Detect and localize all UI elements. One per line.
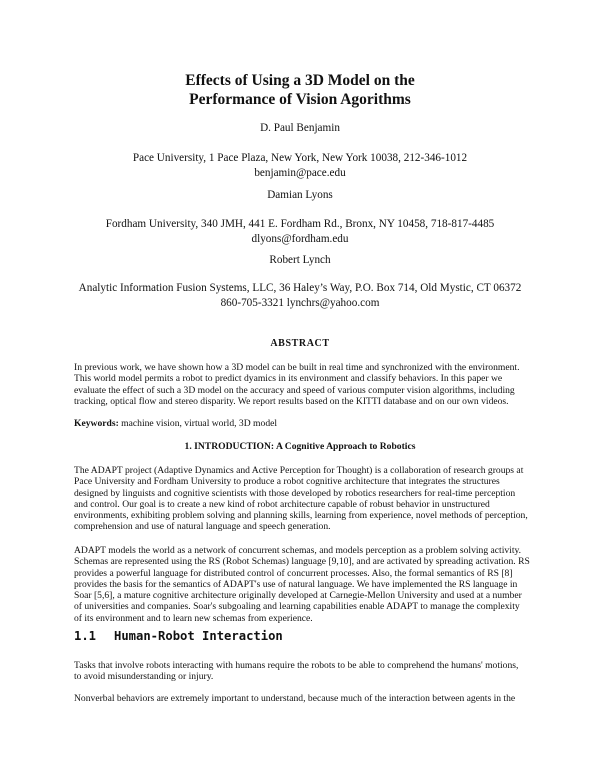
subsection-heading [74,629,283,643]
author-name: Robert Lynch [269,254,331,266]
paragraph: ADAPT models the world as a network of concurrent schemas, and models perception as a problem solving activity. Schemas are represented using the RS (Robot Schemas) language [9,10], and are activated by spreading activation. RS provides a powerful language for distributed control of concurrent processes. Also, the formal semantics of RS [8] provides the basis for the semantics of ADAPT's use of natural language. We have implemented the RS language in Soar [5,6], a mature cognitive architecture originally developed at Carnegie-Mellon University and used at a number of universities and companies. Soar's subgoaling and learning capabilities enable ADAPT to manage the complexity of its environment and to learn new schemas from experience. [74,545,530,624]
abstract-body: In previous work, we have shown how a 3D model can be built in real time and synchronized with the environment. This world model permits a robot to predict dyamics in its environment and classify behaviors. In this paper we evaluate the effect of such a 3D model on the accuracy and speed of various computer vision algorithms, including tracking, optical flow and stereo disparity. We report results based on the KITTI database and on our own videos. [74,362,520,407]
author-name: Damian Lyons [267,189,333,201]
keywords [74,418,532,429]
keywords-label: Keywords: [74,418,119,429]
paper-title [0,71,600,109]
subsection-title: Human-Robot Interaction [114,629,283,643]
author-affiliation: Fordham University, 340 JMH, 441 E. Fordham Rd., Bronx, NY 10458, 718-817-4485 dlyons@fordham.edu [105,218,495,245]
subsection-number: 1.1 [74,629,97,643]
author-name: D. Paul Benjamin [260,122,340,134]
paragraph: The ADAPT project (Adaptive Dynamics and Active Perception for Thought) is a collaboration of research groups at Pace University and Fordham University to produce a robot cognitive architecture that integrates the structures designed by linguists and cognitive scientists with those developed by robotics researchers for real-time perception and control. Our goal is to create a new kind of robot architecture capable of robust behavior in unstructured environments, exhibiting problem solving and planning skills, learning from experience, novel methods of perception, comprehension and use of natural language and speech generation. [74,465,528,533]
title-line-1: Effects of Using a 3D Model on the [185,72,415,89]
author-affiliation: Analytic Information Fusion Systems, LLC, 36 Haley’s Way, P.O. Box 714, Old Mystic, CT 06372 860-705-3321 lynchrs@yahoo.com [78,282,522,309]
paragraph: Nonverbal behaviors are extremely important to understand, because much of the interaction between agents in the [74,693,516,704]
paragraph: Tasks that involve robots interacting with humans require the robots to be able to comprehend the humans' motions, to avoid misunderstanding or injury. [74,660,519,683]
author-affiliation: Pace University, 1 Pace Plaza, New York, New York 10038, 212-346-1012 benjamin@pace.edu [132,152,468,179]
title-line-2: Performance of Vision Agorithms [189,91,411,108]
section-heading: 1. INTRODUCTION: A Cognitive Approach to Robotics [184,441,416,452]
keywords-text: machine vision, virtual world, 3D model [118,418,278,429]
abstract-heading: ABSTRACT [270,338,330,349]
